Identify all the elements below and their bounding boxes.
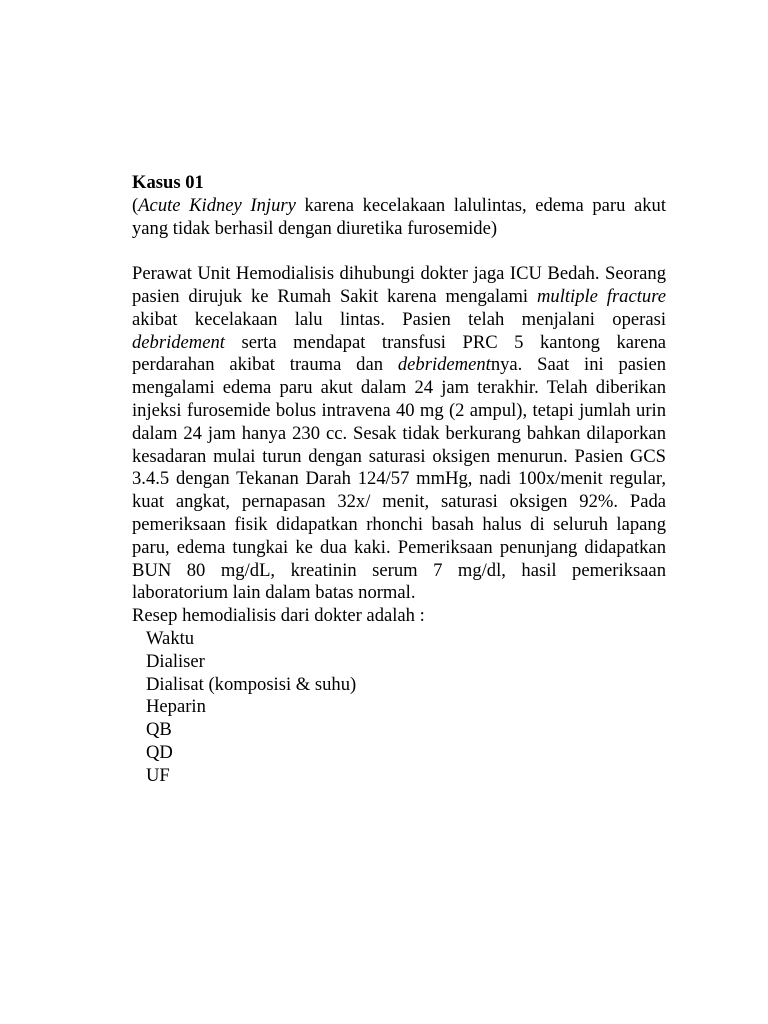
narrative-term-1: multiple fracture (536, 285, 666, 307)
prescription-lead: Resep hemodialisis dari dokter adalah : (132, 605, 425, 627)
narrative-part-4: nya. Saat ini pasien mengalami edema paru akut dalam 24 jam terakhir. Telah diberikan injeksi furosemide bolus intravena 40 mg (2 ampul), tetapi jumlah urin dalam 24 jam hanya 230 cc. Sesak tidak berkurang bahkan dilaporkan kesadaran mulai turun dengan saturasi oksigen menurun. Pasien GCS 3.4.5 dengan Tekanan Darah 124/57 mmHg, nadi 100x/menit regular, kuat angkat, pernapasan 32x/ menit, saturasi oksigen 92%. Pada pemeriksaan fisik didapatkan rhonchi basah halus di seluruh lapang paru, edema tungkai ke dua kaki. Pemeriksaan penunjang didapatkan BUN 80 mg/dL, kreatinin serum 7 mg/dl, hasil pemeriksaan laboratorium lain dalam batas normal. (132, 354, 667, 604)
case-subtitle (132, 195, 666, 241)
prescription-item-dialiser: Dialiser (146, 650, 205, 672)
document-page (132, 172, 666, 788)
prescription-item-qb: QB (146, 719, 172, 741)
narrative-term-3: debridement (397, 354, 491, 376)
subtitle-rest: karena kecelakaan lalulintas, edema paru akut yang tidak berhasil dengan diuretika furosemide) (132, 194, 667, 239)
narrative-term-2: debridement (132, 331, 225, 353)
prescription-item-uf: UF (146, 764, 170, 786)
narrative-part-2: akibat kecelakaan lalu lintas. Pasien telah menjalani operasi (132, 308, 666, 330)
narrative-part-3: serta mendapat transfusi PRC 5 kantong karena perdarahan akibat trauma dan (132, 331, 666, 376)
case-narrative (132, 263, 666, 605)
subtitle-open-paren: ( (132, 194, 139, 216)
subtitle-term: Acute Kidney Injury (138, 194, 296, 216)
prescription-item-heparin: Heparin (146, 696, 206, 718)
case-title: Kasus 01 (132, 172, 204, 193)
prescription-item-waktu: Waktu (146, 627, 195, 649)
narrative-part-1: Perawat Unit Hemodialisis dihubungi dokter jaga ICU Bedah. Seorang pasien dirujuk ke Rumah Sakit karena mengalami (132, 263, 666, 307)
prescription-item-qd: QD (146, 741, 173, 763)
prescription-list (132, 628, 666, 788)
paragraph-gap (132, 240, 666, 263)
prescription-item-dialisat: Dialisat (komposisi & suhu) (146, 673, 357, 695)
